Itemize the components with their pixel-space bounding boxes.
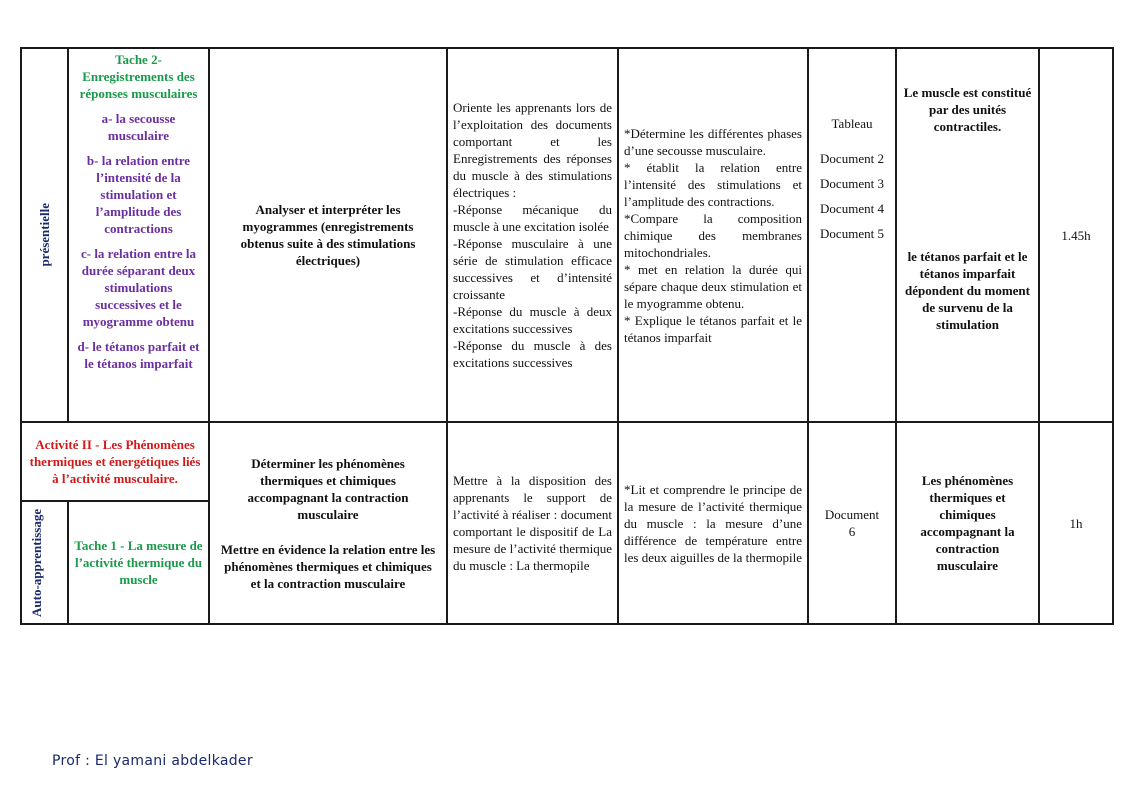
learner-text: *Détermine les différentes phases d’une secousse musculaire.: [624, 125, 802, 158]
objective-text: Déterminer les phénomènes thermiques et chimiques accompagnant la contraction musculaire: [247, 455, 409, 522]
learner-activity-cell: [618, 48, 808, 422]
synthesis-text: le tétanos parfait et le tétanos imparfait dépondent du moment de survenu de la stimulation: [905, 249, 1030, 332]
mode-label: présentielle: [37, 203, 52, 267]
table-row: [21, 422, 1113, 501]
objective-text: Mettre en évidence la relation entre les phénomènes thermiques et chimiques et la contraction musculaire: [220, 541, 436, 591]
synthesis-cell: [896, 422, 1039, 624]
objective-cell: [209, 48, 447, 422]
teacher-text: -Réponse du muscle à des excitations successives: [453, 338, 612, 370]
teacher-text: -Réponse musculaire à une série de stimulation efficace successives et d’intensité croissante: [453, 236, 612, 302]
task-item: a- la secousse musculaire: [101, 111, 176, 143]
activity-title: Activité II - Les Phénomènes thermiques et énergétiques liés à l’activité musculaire.: [29, 437, 201, 486]
synthesis-cell: [896, 48, 1039, 422]
task-title: Tache 1 - La mesure de l’activité thermique du muscle: [74, 538, 203, 587]
mode-label: Auto-apprentissage: [28, 508, 44, 617]
teacher-text: Mettre à la disposition des apprenants le support de l’activité à réaliser : document comportant le dispositif de La mesure de l’activité thermique du muscle : La thermopile: [453, 473, 612, 573]
teacher-text: Oriente les apprenants lors de l’exploitation des documents comportant et les Enregistrements des réponses du muscle à des stimulations électriques :: [453, 100, 612, 200]
learner-text: * établit la relation entre l’intensité des stimulations et l’amplitude des contractions.: [624, 159, 802, 209]
duration-value: 1.45h: [1061, 227, 1091, 243]
mode-cell: [21, 48, 68, 422]
supports-cell: [808, 48, 896, 422]
teacher-text: -Réponse mécanique du muscle à une excitation isolée: [453, 202, 612, 234]
objective-cell: [209, 422, 447, 624]
learner-text: * Explique le tétanos parfait et le tétanos imparfait: [624, 312, 802, 345]
mode-cell: [21, 501, 68, 624]
lesson-plan-table: [20, 47, 1114, 625]
supports-cell: [808, 422, 896, 624]
task-item: d- le tétanos parfait et le tétanos imparfait: [77, 339, 200, 371]
learner-text: *Compare la composition chimique des membranes mitochondriales.: [624, 210, 802, 260]
task-cell: [68, 48, 209, 422]
duration-value: 1h: [1069, 515, 1083, 531]
task-title: Tache 2- Enregistrements des réponses musculaires: [79, 52, 198, 101]
task-cell: [68, 501, 209, 624]
support-item: Document 4: [820, 201, 884, 216]
teacher-activity-cell: [447, 422, 618, 624]
support-item: Document 2: [820, 151, 884, 166]
duration-cell: [1039, 48, 1113, 422]
support-item: Document 6: [824, 507, 880, 539]
teacher-text: -Réponse du muscle à deux excitations successives: [453, 304, 612, 336]
learner-text: *Lit et comprendre le principe de la mesure de l’activité thermique du muscle : la mesure d’une différence de température entre les deux aiguilles de la thermopile: [624, 481, 802, 565]
teacher-activity-cell: [447, 48, 618, 422]
task-item: c- la relation entre la durée séparant deux stimulations successives et le myogramme obtenu: [80, 246, 197, 329]
learner-activity-cell: [618, 422, 808, 624]
support-item: Document 3: [820, 176, 884, 191]
duration-cell: [1039, 422, 1113, 624]
activity-title-cell: [21, 422, 209, 501]
objective-text: Analyser et interpréter les myogrammes (enregistrements obtenus suite à des stimulations électriques): [240, 202, 416, 268]
learner-text: * met en relation la durée qui sépare chaque deux stimulation et le myogramme obtenu.: [624, 261, 802, 311]
author-footer: Prof : El yamani abdelkader: [52, 753, 253, 769]
synthesis-text: Le muscle est constitué par des unités contractiles.: [903, 85, 1032, 134]
support-item: Tableau: [831, 116, 873, 131]
synthesis-text: Les phénomènes thermiques et chimiques accompagnant la contraction musculaire: [920, 473, 1015, 573]
table-row: [21, 48, 1113, 422]
support-item: Document 5: [820, 226, 884, 241]
task-item: b- la relation entre l’intensité de la stimulation et l’amplitude des contractions: [86, 153, 191, 236]
